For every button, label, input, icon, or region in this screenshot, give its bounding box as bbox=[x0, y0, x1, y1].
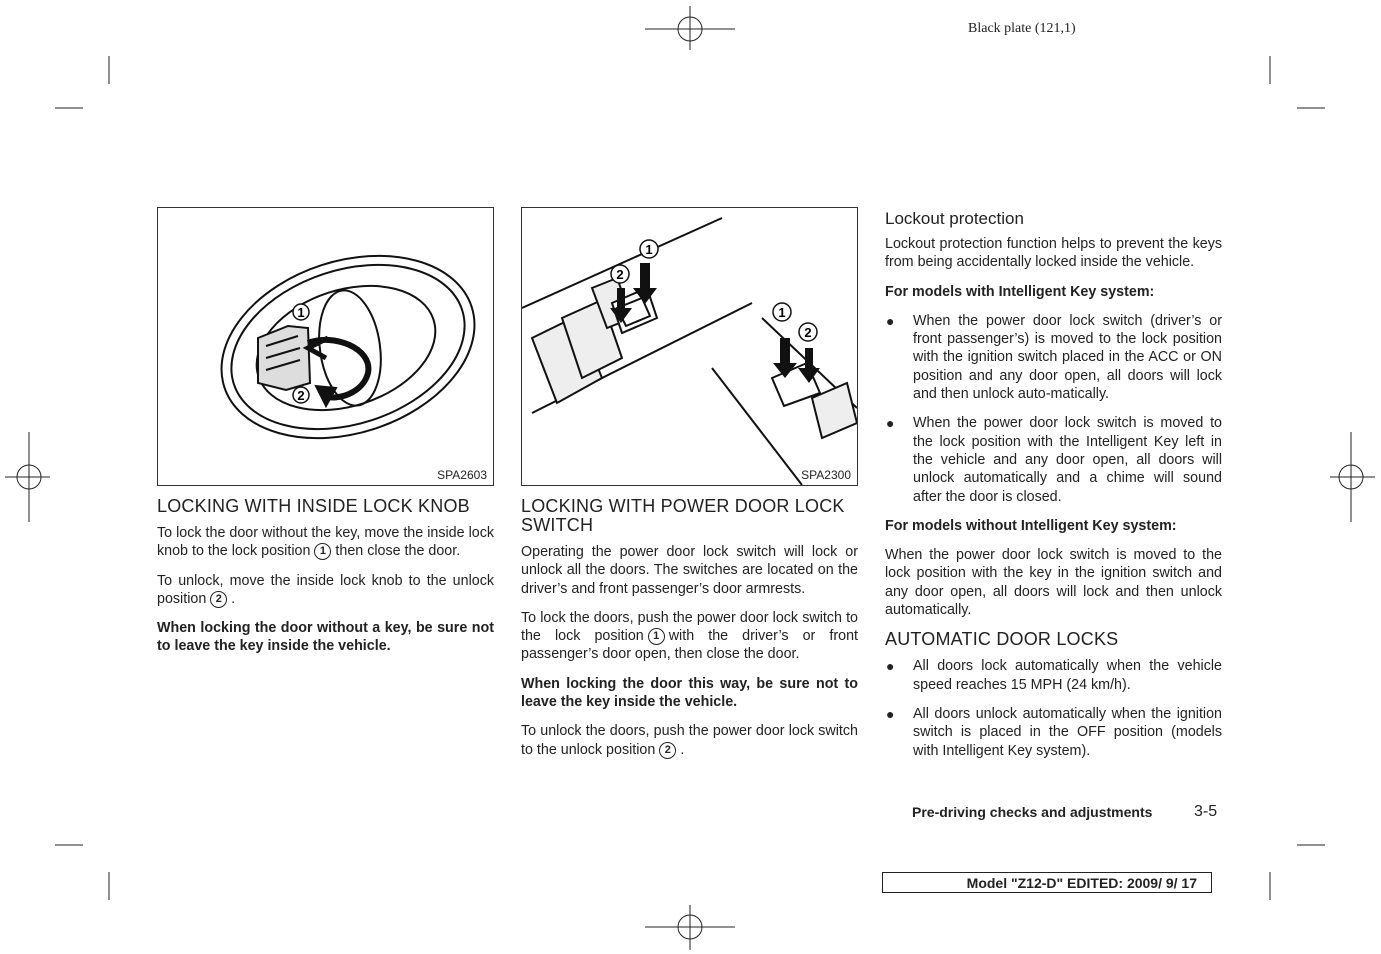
list-item: ● All doors unlock automatically when the ignition switch is placed in the OFF position (models with Intelligent Key system). bbox=[886, 705, 1222, 759]
paragraph: To unlock the doors, push the power door lock switch to the unlock position 2 . bbox=[521, 723, 858, 758]
auto-list bbox=[885, 657, 1222, 759]
column-inside-lock-knob bbox=[157, 497, 494, 667]
callout-number: 1 bbox=[314, 543, 331, 560]
paragraph: Operating the power door lock switch will lock or unlock all the doors. The switches are located on the driver’s and front passenger’s door armrests. bbox=[521, 544, 858, 597]
noik-heading: For models without Intelligent Key system: bbox=[885, 517, 1177, 534]
power-switch-illustration bbox=[522, 208, 857, 485]
list-item: ● When the power door lock switch (driver’s or front passenger’s) is moved to the lock position with the ignition switch placed in the ACC or ON position and any door open, all doors will lock and then unlock auto-matically. bbox=[886, 312, 1222, 403]
footer-section: Pre-driving checks and adjustments bbox=[912, 804, 1153, 820]
ik-list bbox=[885, 312, 1222, 506]
svg-text:1: 1 bbox=[297, 305, 305, 320]
callout-number: 2 bbox=[210, 591, 227, 608]
list-item: ● All doors lock automatically when the vehicle speed reaches 15 MPH (24 km/h). bbox=[886, 658, 1222, 693]
section-heading: AUTOMATIC DOOR LOCKS bbox=[885, 629, 1119, 650]
figure-power-door-lock-switch bbox=[521, 207, 858, 486]
paragraph: To unlock, move the inside lock knob to the unlock position 2 . bbox=[157, 572, 494, 607]
figure-id: SPA2603 bbox=[437, 468, 487, 482]
section-heading: LOCKING WITH POWER DOOR LOCK SWITCH bbox=[521, 496, 845, 535]
paragraph: To lock the door without the key, move the inside lock knob to the lock position 1 then close the door. bbox=[157, 525, 494, 560]
model-stamp: Model "Z12-D" EDITED: 2009/ 9/ 17 bbox=[882, 872, 1212, 893]
page-number: 3-5 bbox=[1194, 803, 1218, 820]
callout-number: 2 bbox=[659, 742, 676, 759]
warning-text: When locking the door without a key, be sure not to leave the key inside the vehicle. bbox=[157, 620, 494, 655]
figure-inside-lock-knob bbox=[157, 207, 494, 486]
callout-number: 1 bbox=[648, 628, 665, 645]
sub-heading: Lockout protection bbox=[885, 209, 1024, 228]
svg-text:1: 1 bbox=[645, 242, 653, 257]
svg-text:1: 1 bbox=[778, 305, 786, 320]
paragraph: Lockout protection function helps to prevent the keys from being accidentally locked inside the vehicle. bbox=[885, 236, 1222, 271]
svg-text:2: 2 bbox=[616, 267, 624, 282]
paragraph: When the power door lock switch is moved to the lock position with the key in the ignition switch and any door open, all doors will lock and then unlock automatically. bbox=[885, 547, 1222, 619]
svg-text:2: 2 bbox=[297, 388, 305, 403]
column-lockout-protection bbox=[885, 209, 1222, 771]
warning-text: When locking the door this way, be sure not to leave the key inside the vehicle. bbox=[521, 675, 858, 711]
paragraph: To lock the doors, push the power door lock switch to the lock position 1 with the driver’s or front passenger’s door open, then close the door. bbox=[521, 609, 858, 663]
plate-label: Black plate (121,1) bbox=[968, 21, 1076, 36]
ik-heading: For models with Intelligent Key system: bbox=[885, 283, 1155, 300]
svg-text:2: 2 bbox=[804, 325, 812, 340]
list-item: ● When the power door lock switch is moved to the lock position with the Intelligent Key left in the vehicle and any door open, all doors will unlock automatically and a chime will sound after the door is closed. bbox=[886, 415, 1222, 505]
column-power-door-lock bbox=[521, 497, 858, 770]
section-heading: LOCKING WITH INSIDE LOCK KNOB bbox=[157, 496, 470, 516]
figure-id: SPA2300 bbox=[801, 468, 851, 482]
lock-knob-illustration bbox=[158, 208, 493, 485]
